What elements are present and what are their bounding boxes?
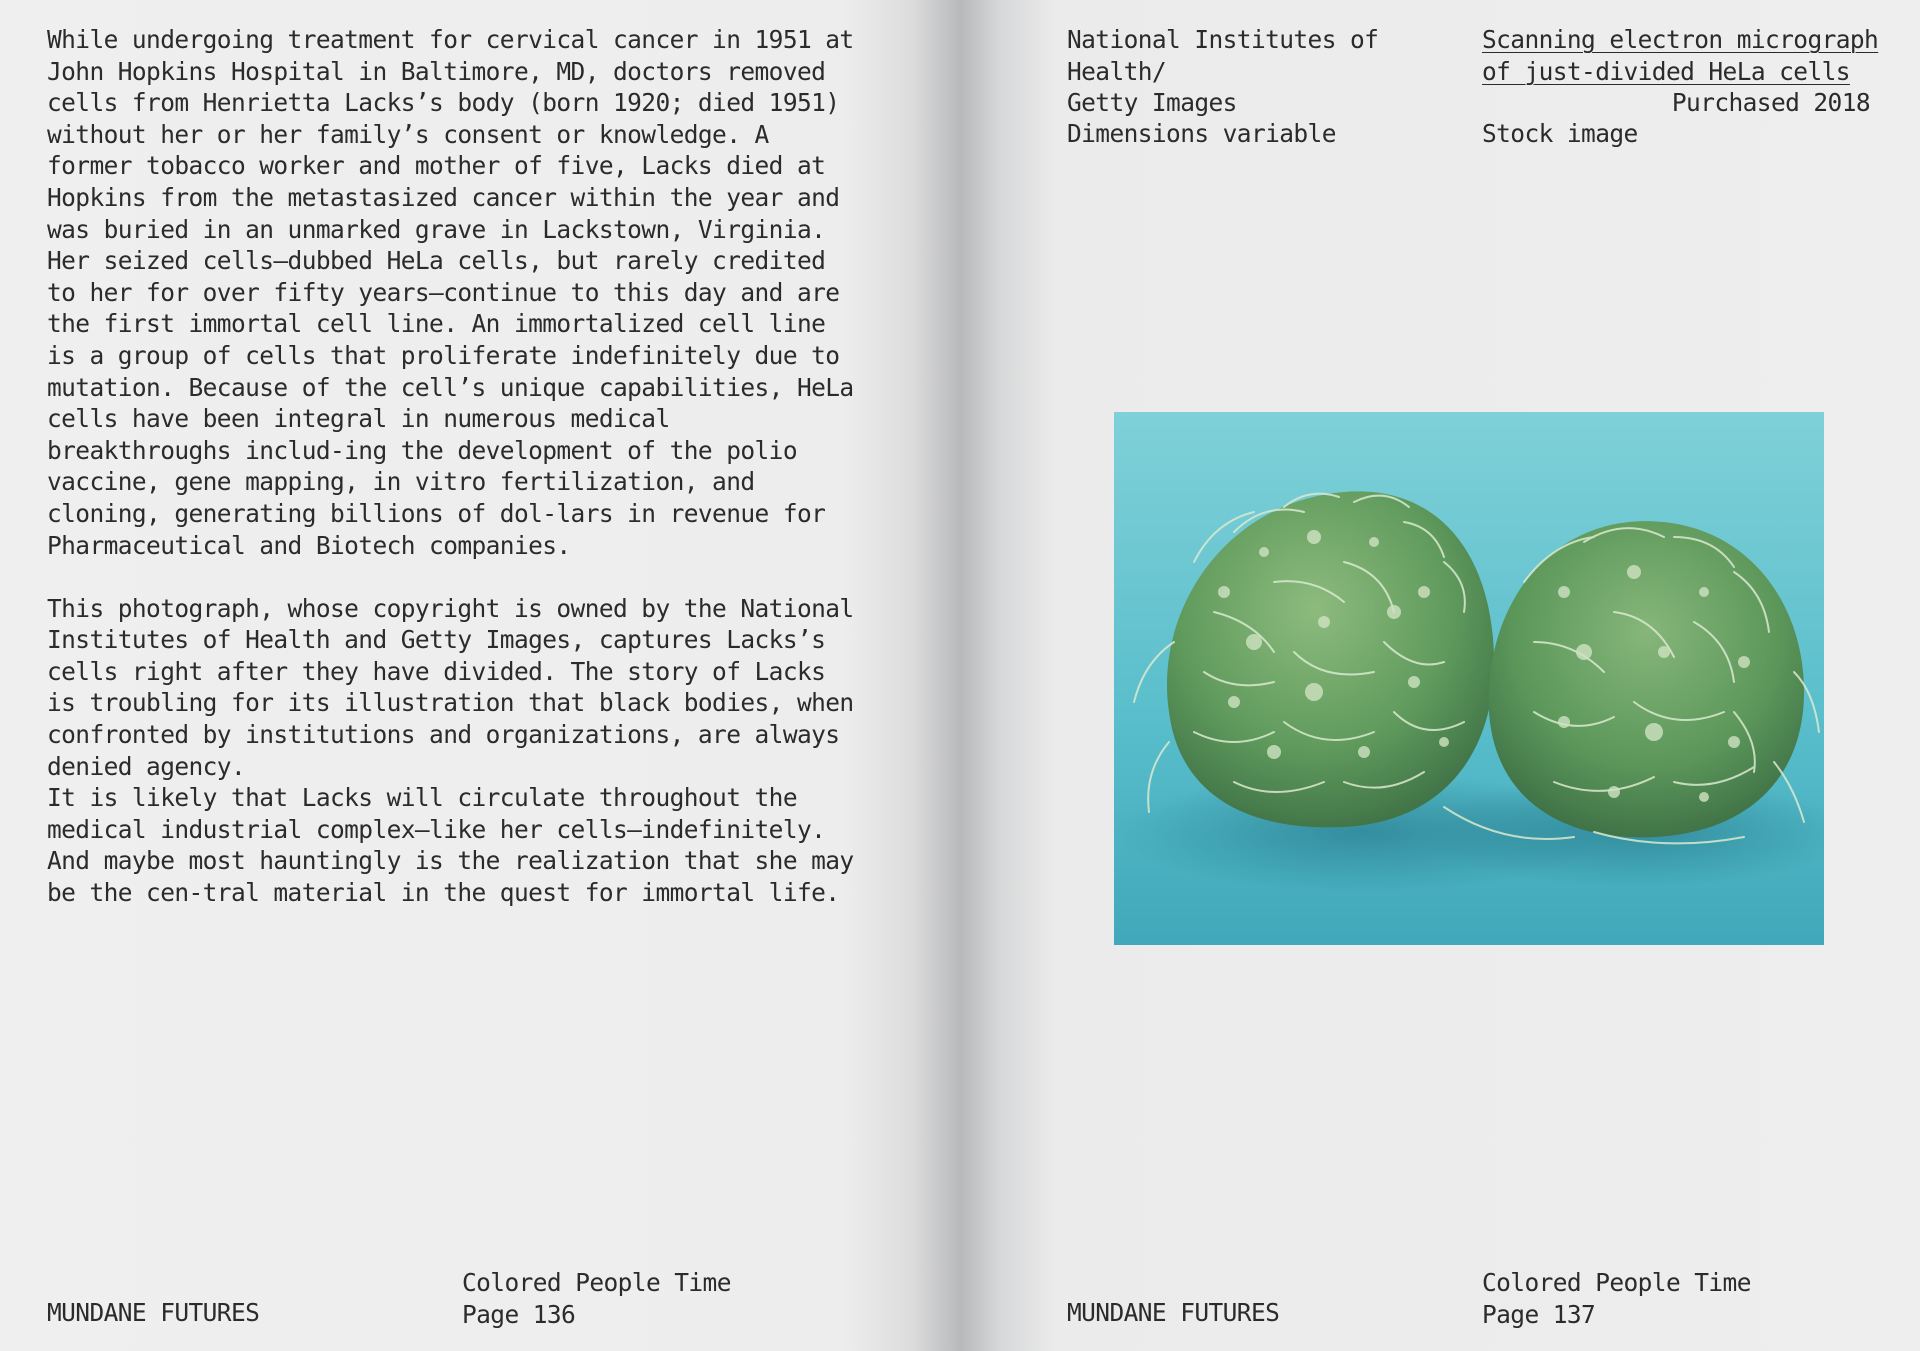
folio-right	[1482, 1267, 1751, 1330]
folio-section-left: MUNDANE FUTURES	[47, 1298, 260, 1327]
folio-title-left: Colored People Time	[462, 1268, 731, 1297]
title-line-2: of just-divided HeLa cells	[1482, 56, 1850, 86]
acquisition-note: Purchased 2018	[1671, 88, 1870, 117]
artwork-title	[1482, 24, 1892, 87]
folio-section-right: MUNDANE FUTURES	[1067, 1298, 1280, 1327]
dimensions: Dimensions variable	[1067, 119, 1336, 148]
hela-cells-micrograph	[1114, 412, 1824, 945]
image-credit	[1067, 24, 1467, 119]
credit-line-1: National Institutes of Health/	[1067, 25, 1379, 86]
paragraph-3: It is likely that Lacks will circulate throughout the medical industrial complex—like her cells—indefinitely. And maybe most hauntingly is the realization that she may be the cen-tral material in the quest for immortal life.	[47, 783, 854, 908]
right-page	[960, 0, 1920, 1351]
credit-line-2: Getty Images	[1067, 88, 1237, 118]
paragraph-2: This photograph, whose copyright is owned by the National Institutes of Health and Getty Images, captures Lacks’s cells right after they have divided. The story of Lacks is troubling for its illustration that black bodies, when confronted by institutions and organizations, are always denied agency.	[47, 593, 854, 781]
page-number-left: Page 136	[462, 1299, 576, 1329]
title-line-1: Scanning electron micrograph	[1482, 25, 1879, 54]
folio-title-right: Colored People Time	[1482, 1268, 1751, 1297]
folio-left	[462, 1267, 731, 1330]
paragraph-2-group	[47, 593, 867, 909]
body-text	[47, 24, 867, 909]
paragraph-1: While undergoing treatment for cervical cancer in 1951 at John Hopkins Hospital in Baltimore, MD, doctors removed cells from Henrietta Lacks’s body (born 1920; died 1951) without her or her family’s consent or knowledge. A former tobacco worker and mother of five, Lacks died at Hopkins from the metastasized cancer within the year and was buried in an unmarked grave in Lackstown, Virginia. Her seized cells—dubbed HeLa cells, but rarely credited to her for over fifty years—continue to this day and are the first immortal cell line. An immortalized cell line is a group of cells that proliferate indefinitely due to mutation. Because of the cell’s unique capabilities, HeLa cells have been integral in numerous medical breakthroughs includ-ing the development of the polio vaccine, gene mapping, in vitro fertilization, and cloning, generating billions of dol-lars in revenue for Pharmaceutical and Biotech companies.	[47, 25, 854, 560]
medium: Stock image	[1482, 119, 1638, 148]
page-number-right: Page 137	[1482, 1299, 1596, 1329]
